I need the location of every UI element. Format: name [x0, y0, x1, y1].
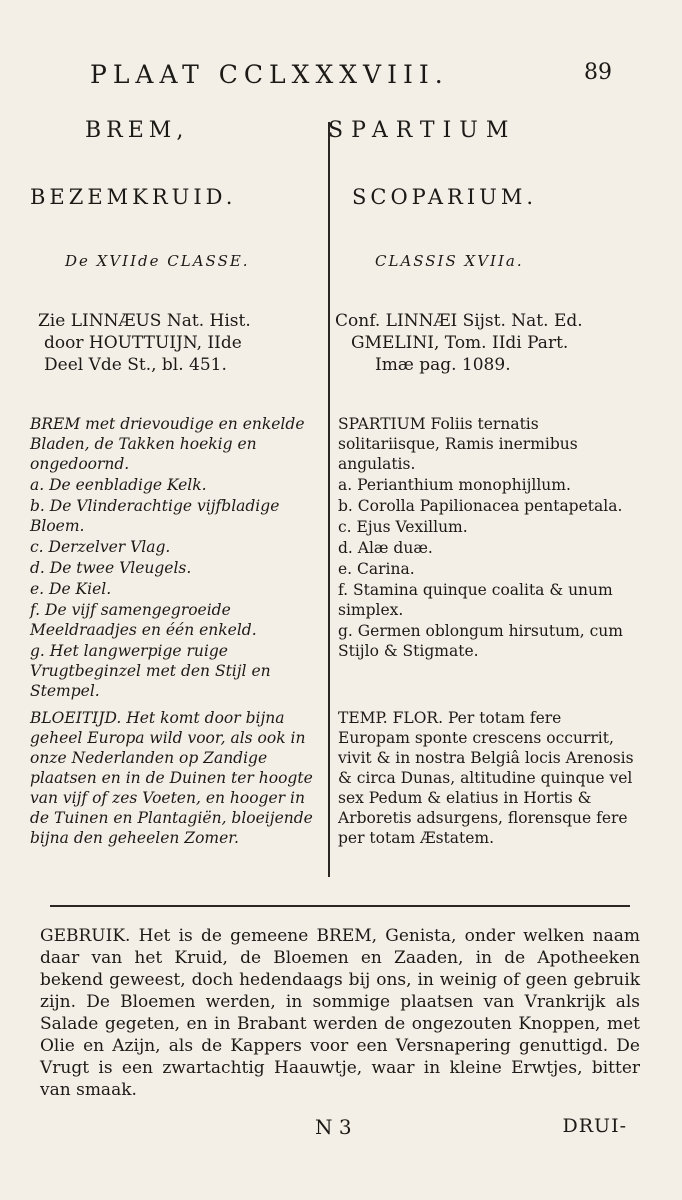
signature-mark: N 3: [315, 1115, 352, 1139]
page-number: 89: [584, 60, 612, 85]
legend-item: c. Derzelver Vlag.: [30, 538, 171, 556]
right-reference-line: Imæ pag. 1089.: [375, 355, 511, 375]
legend-item: a. De eenbladige Kelk.: [30, 476, 207, 494]
legend-item: b. De Vlinderachtige vijfbladige Bloem.: [30, 497, 280, 535]
column-divider: [328, 122, 330, 877]
catchword: DRUI-: [562, 1115, 627, 1137]
right-temp-flor: TEMP. FLOR. Per totam fere Europam sponte crescens occurrit, vivit & in nostra Belgiâ locis Arenosis & circa Dunas, altitudine quinque vel sex Pedum & elatius in Hortis & Arboretis adsurgens, florensque fere per totam Æstatem.: [338, 709, 634, 847]
legend-item: e. De Kiel.: [30, 580, 112, 598]
right-heading-scoparium: SCOPARIUM.: [352, 185, 538, 209]
left-reference: [38, 310, 328, 376]
legend-item: SPARTIUM Foliis ternatis solitariisque, Ramis inermibus angulatis.: [338, 415, 578, 473]
right-reference-line: Conf. LINNÆI Sijst. Nat. Ed.: [335, 311, 583, 331]
left-classe: De XVIIde CLASSE.: [65, 252, 250, 270]
left-reference-line: door HOUTTUIJN, IIde: [44, 333, 242, 353]
right-reference-line: GMELINI, Tom. IIdi Part.: [351, 333, 569, 353]
right-heading-spartium: SPARTIUM: [328, 118, 517, 143]
left-plate-legend: [30, 414, 320, 702]
right-plate-legend: [338, 414, 638, 662]
right-classis: CLASSIS XVIIa.: [375, 252, 524, 270]
legend-item: a. Perianthium monophijllum.: [338, 476, 571, 494]
legend-item: f. De vijf samengegroeide Meeldraadjes en één enkeld.: [30, 601, 257, 639]
left-reference-line: Deel Vde St., bl. 451.: [44, 355, 227, 375]
legend-item: d. De twee Vleugels.: [30, 559, 192, 577]
gebruik-paragraph: GEBRUIK. Het is de gemeene BREM, Genista, onder welken naam daar van het Kruid, de Bloemen en Zaaden, in de Apotheeken bekend geweest, doch hedendaags bij ons, in weinig of geen gebruik zijn. De Bloemen werden, in sommige plaatsen van Vrankrijk als Salade gegeten, en in Brabant werden de ongezouten Knoppen, met Olie en Azijn, als de Kappers voor een Versnapering genuttigd. De Vrugt is een zwartachtig Haauwtje, waar in kleine Erwtjes, bitter van smaak.: [40, 926, 640, 1100]
legend-item: d. Alæ duæ.: [338, 539, 433, 557]
legend-item: c. Ejus Vexillum.: [338, 518, 468, 536]
legend-item: g. Germen oblongum hirsutum, cum Stijlo & Stigmate.: [338, 622, 623, 660]
legend-item: g. Het langwerpige ruige Vrugtbeginzel met den Stijl en Stempel.: [30, 642, 271, 700]
legend-item: BREM met drievoudige en enkelde Bladen, de Takken hoekig en ongedoornd.: [30, 415, 305, 473]
left-reference-line: Zie LINNÆUS Nat. Hist.: [38, 311, 251, 331]
left-heading-brem: BREM,: [85, 118, 189, 143]
horizontal-rule: [50, 905, 630, 907]
left-bloeitijd: BLOEITIJD. Het komt door bijna geheel Europa wild voor, als ook in onze Nederlanden op Zandige plaatsen en in de Duinen ter hoogte van vijf of zes Voeten, en hooger in de Tuinen en Plantagiën, bloeijende bijna den geheelen Zomer.: [30, 709, 313, 847]
right-reference: [335, 310, 635, 376]
legend-item: b. Corolla Papilionacea pentapetala.: [338, 497, 623, 515]
legend-item: e. Carina.: [338, 560, 415, 578]
legend-item: f. Stamina quinque coalita & unum simplex.: [338, 581, 613, 619]
running-title: PLAAT CCLXXXVIII.: [90, 60, 449, 89]
left-heading-bezemkruid: BEZEMKRUID.: [30, 185, 237, 209]
